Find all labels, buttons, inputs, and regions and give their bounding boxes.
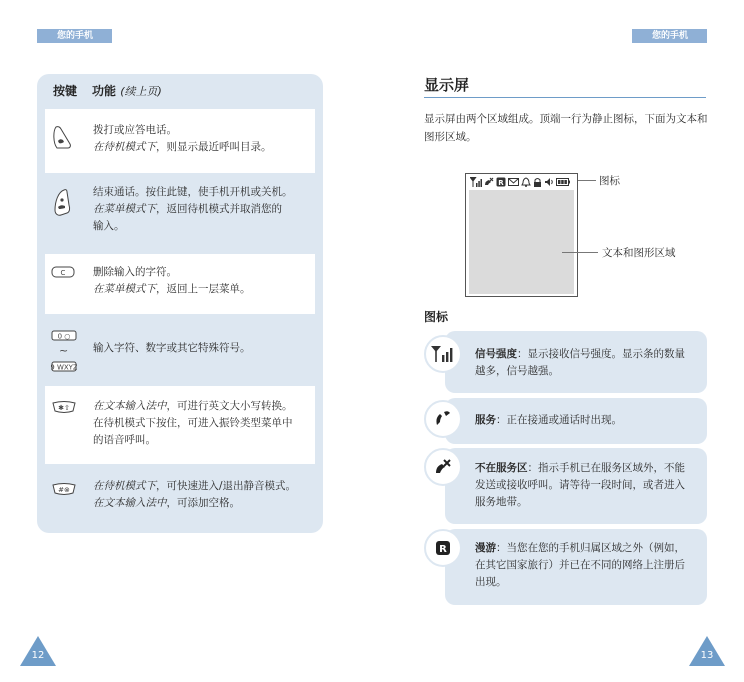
- status-icon-row: [470, 176, 570, 188]
- callout-line-text-area: [562, 252, 598, 253]
- roaming-icon: [435, 540, 451, 556]
- svg-text:R: R: [498, 179, 504, 187]
- icon-bubble: [424, 529, 462, 567]
- icon-description-card: [445, 331, 707, 393]
- no-service-icon: [484, 177, 494, 187]
- header-tab-right: 您的手机: [632, 29, 707, 43]
- lock-icon: [533, 177, 542, 187]
- svg-text:#⊗: #⊗: [58, 486, 70, 494]
- svg-text:9 WXYZ: 9 WXYZ: [51, 363, 77, 372]
- message-icon: [508, 177, 519, 187]
- range-symbol: ~: [59, 344, 69, 357]
- clear-key-icon: [51, 266, 75, 278]
- send-key-icon: [51, 125, 73, 151]
- row-description: 在待机模式下，可快速进入/退出静音模式。 在文本输入法中，可添加空格。: [93, 480, 297, 509]
- table-row: [45, 176, 315, 250]
- call-icon: [434, 410, 452, 428]
- row-description: 删除输入的字符。 在菜单模式下，返回上一层菜单。: [93, 266, 251, 295]
- icon-description-card: [445, 398, 707, 444]
- table-row: [45, 254, 315, 314]
- icon-bubble: [424, 335, 462, 373]
- text-graphics-area: [469, 190, 574, 294]
- section-intro: 显示屏由两个区域组成。顶端一行为静止图标，下面为文本和图形区域。: [424, 113, 708, 143]
- card-text: 漫游：当您在您的手机归属区域之外（例如，在其它国家旅行）并已在不同的网络上注册后出现。: [475, 542, 685, 588]
- signal-icon: [470, 177, 482, 187]
- section-title: 显示屏: [424, 76, 470, 94]
- speaker-icon: [544, 177, 554, 187]
- icon-description-card: [445, 529, 707, 605]
- callout-line-icons: [578, 180, 596, 181]
- roaming-icon: [496, 177, 506, 187]
- page-number-right: 13: [700, 650, 714, 661]
- card-text: 服务：正在接通或通话时出现。: [475, 414, 622, 426]
- table-header: [53, 82, 162, 99]
- table-row: [45, 468, 315, 524]
- nine-key-icon: [51, 361, 77, 372]
- hash-key-icon: [51, 482, 77, 496]
- header-tab-left: 您的手机: [37, 29, 112, 43]
- svg-text:0 ○: 0 ○: [57, 332, 71, 341]
- battery-icon: [556, 177, 570, 187]
- callout-text-area: 文本和图形区域: [602, 247, 676, 259]
- column-function-header: 功能 (续上页): [92, 84, 162, 98]
- phone-display-illustration: [465, 173, 578, 297]
- icon-bubble: [424, 400, 462, 438]
- card-text: 不在服务区：指示手机已在服务区域外，不能发送或接收呼叫。请等待一段时间，或者进入服务地带。: [475, 462, 685, 508]
- signal-strength-icon: [431, 346, 455, 362]
- svg-text:✱⇧: ✱⇧: [58, 404, 70, 412]
- table-row: [45, 386, 315, 464]
- svg-text:C: C: [60, 269, 66, 277]
- table-row: [45, 318, 315, 382]
- alarm-icon: [521, 177, 531, 187]
- row-description: 拨打或应答电话。 在待机模式下，则显示最近呼叫目录。: [93, 124, 272, 153]
- row-description: 结束通话。按住此键，使手机开机或关机。 在菜单模式下，返回待机模式并取消您的 输入。: [93, 186, 293, 232]
- zero-key-icon: [51, 330, 77, 341]
- row-description: 在文本输入法中，可进行英文大小写转换。 在待机模式下按住，可进入振铃类型菜单中 的语音呼叫。: [93, 400, 293, 446]
- no-service-icon: [434, 458, 452, 476]
- column-key-header: 按键: [53, 84, 78, 98]
- row-description: 输入字符、数字或其它特殊符号。: [93, 342, 251, 354]
- page-number-left: 12: [31, 650, 45, 661]
- icon-bubble: [424, 448, 462, 486]
- end-key-icon: [51, 188, 73, 218]
- callout-icons: 图标: [599, 175, 620, 187]
- key-function-table: [37, 74, 323, 533]
- number-keys-icon: [51, 326, 79, 376]
- icons-subtitle: 图标: [424, 310, 449, 324]
- svg-text:R: R: [439, 544, 447, 555]
- card-text: 信号强度：显示接收信号强度。显示条的数量越多，信号越强。: [475, 348, 685, 377]
- star-key-icon: [51, 400, 77, 414]
- icon-description-card: [445, 448, 707, 524]
- section-divider: [424, 97, 706, 98]
- table-row: [45, 109, 315, 173]
